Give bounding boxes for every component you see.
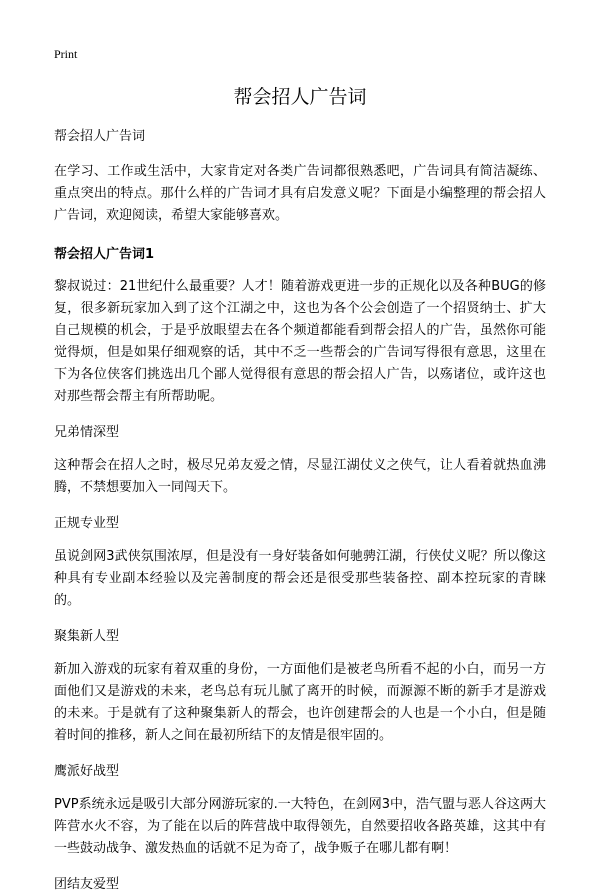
section-title: 帮会招人广告词1	[54, 247, 155, 262]
section-text-professional: 虽说剑网3武侠氛围浓厚，但是没有一身好装备如何驰骋江湖，行侠仗义呢？所以像这种具有专业副本经验以及完善制度的帮会还是很受那些装备控、副本控玩家的青睐的。	[54, 549, 546, 608]
print-link[interactable]: Print	[54, 47, 78, 61]
section-text-newcomers: 新加入游戏的玩家有着双重的身份，一方面他们是被老鸟所看不起的小白，而另一方面他们又是游戏的未来，老鸟总有玩儿腻了离开的时候，而源源不断的新手才是游戏的未来。于是就有了这种聚集新人的帮会，也许创建帮会的人也是一个小白，但是随着时间的推移，新人之间在最初所结下的友情是很牢固的。	[54, 662, 546, 743]
opening-paragraph: 黎叔说过：21世纪什么最重要？人才！随着游戏更进一步的正规化以及各种BUG的修复，很多新玩家加入到了这个江湖之中，这也为各个公会创造了一个招贤纳士、扩大自己规模的机会，于是乎放眼望去在各个频道都能看到帮会招人的广告，虽然你可能觉得烦，但是如果仔细观察的话，其中不乏一些帮会的广告词写得很有意思，这里在下为各位侠客们挑选出几个鄙人觉得很有意思的帮会招人广告，以殇诸位，或许这也对那些帮会帮主有所帮助呢。	[54, 279, 546, 404]
page-title: 帮会招人广告词	[233, 86, 367, 108]
document-subtitle: 帮会招人广告词	[54, 129, 146, 144]
section-heading-united: 团结友爱型	[54, 877, 120, 892]
section-heading-professional: 正规专业型	[54, 516, 120, 531]
section-text-brotherhood: 这种帮会在招人之时，极尽兄弟友爱之情，尽显江湖仗义之侠气，让人看着就热血沸腾，不禁想要加入一同闯天下。	[54, 458, 546, 495]
section-text-hawkish: PVP系统永远是吸引大部分网游玩家的.一大特色，在剑网3中，浩气盟与恶人谷这两大阵营水火不容，为了能在以后的阵营战中取得领先，自然要招收各路英雄，这其中有一些鼓动战争、激发热血的话就不足为奇了，战争贩子在哪儿都有啊！	[54, 797, 546, 856]
section-heading-hawkish: 鹰派好战型	[54, 764, 120, 779]
intro-paragraph: 在学习、工作或生活中，大家肯定对各类广告词都很熟悉吧，广告词具有简洁凝练、重点突出的特点。那什么样的广告词才具有启发意义呢？下面是小编整理的帮会招人广告词，欢迎阅读，希望大家能够喜欢。	[54, 164, 546, 223]
section-heading-brotherhood: 兄弟情深型	[54, 425, 120, 440]
section-heading-newcomers: 聚集新人型	[54, 629, 120, 644]
